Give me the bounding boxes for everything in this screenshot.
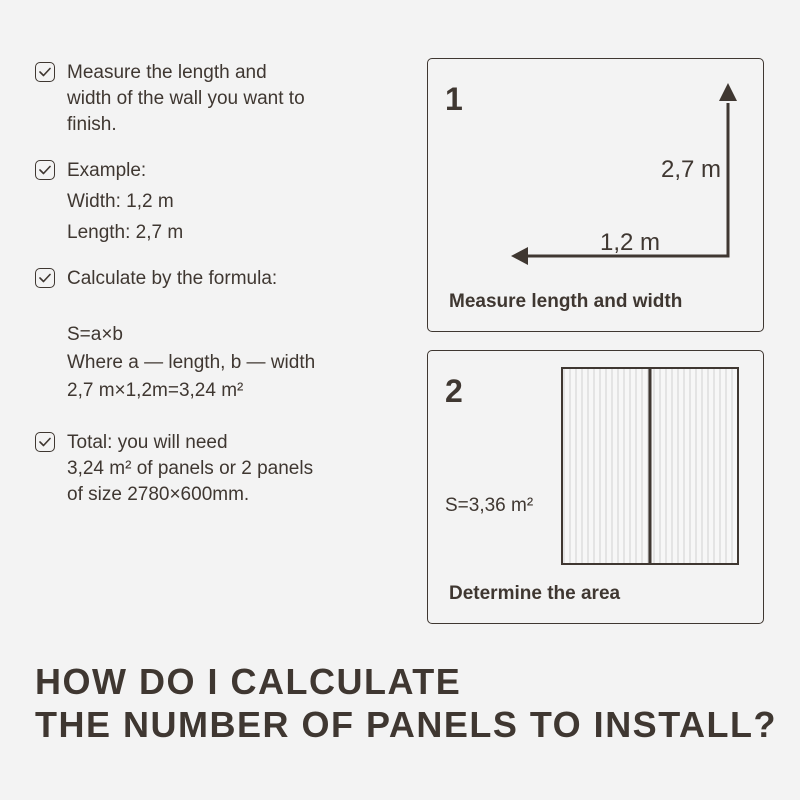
- wall-panel: [650, 368, 738, 564]
- step-text-line: Where a — length, b — width: [67, 352, 316, 373]
- step-example: [35, 158, 183, 246]
- step-text-line: 3,24 m² of panels or 2 panels: [67, 458, 314, 479]
- step-text-line: finish.: [67, 114, 117, 135]
- area-label: S=3,36 m²: [445, 495, 534, 516]
- step-text-line: Total: you will need: [67, 432, 228, 453]
- area-card: [427, 350, 764, 624]
- step-text-line: Example:: [67, 160, 147, 181]
- checkbox-icon: [35, 432, 55, 452]
- step-text-line: Width: 1,2 m: [67, 191, 174, 212]
- step-measure: [35, 60, 305, 138]
- step-text-line: Length: 2,7 m: [67, 222, 184, 243]
- step-total: [35, 430, 313, 508]
- step-text-line: 2,7 m×1,2m=3,24 m²: [67, 380, 244, 401]
- card-caption: Determine the area: [449, 583, 621, 604]
- title-line: THE NUMBER OF PANELS TO INSTALL?: [35, 704, 777, 745]
- page-title: [35, 660, 777, 746]
- formula-line: S=a×b: [67, 324, 123, 345]
- step-formula: [35, 266, 315, 404]
- panels-illustration: [561, 367, 741, 565]
- checkbox-icon: [35, 62, 55, 82]
- card-caption: Measure length and width: [449, 291, 683, 312]
- wall-panel: [562, 368, 650, 564]
- step-text-line: of size 2780×600mm.: [67, 484, 250, 505]
- checkbox-icon: [35, 160, 55, 180]
- step-text-line: Measure the length and: [67, 62, 267, 83]
- width-label: 1,2 m: [600, 229, 661, 256]
- title-line: HOW DO I CALCULATE: [35, 661, 462, 702]
- height-label: 2,7 m: [660, 156, 721, 183]
- measure-card: [427, 58, 764, 332]
- step-text-line: Calculate by the formula:: [67, 268, 278, 289]
- card-number: 2: [445, 373, 463, 409]
- checkbox-icon: [35, 268, 55, 288]
- card-number: 1: [445, 81, 463, 117]
- step-text-line: width of the wall you want to: [67, 88, 305, 109]
